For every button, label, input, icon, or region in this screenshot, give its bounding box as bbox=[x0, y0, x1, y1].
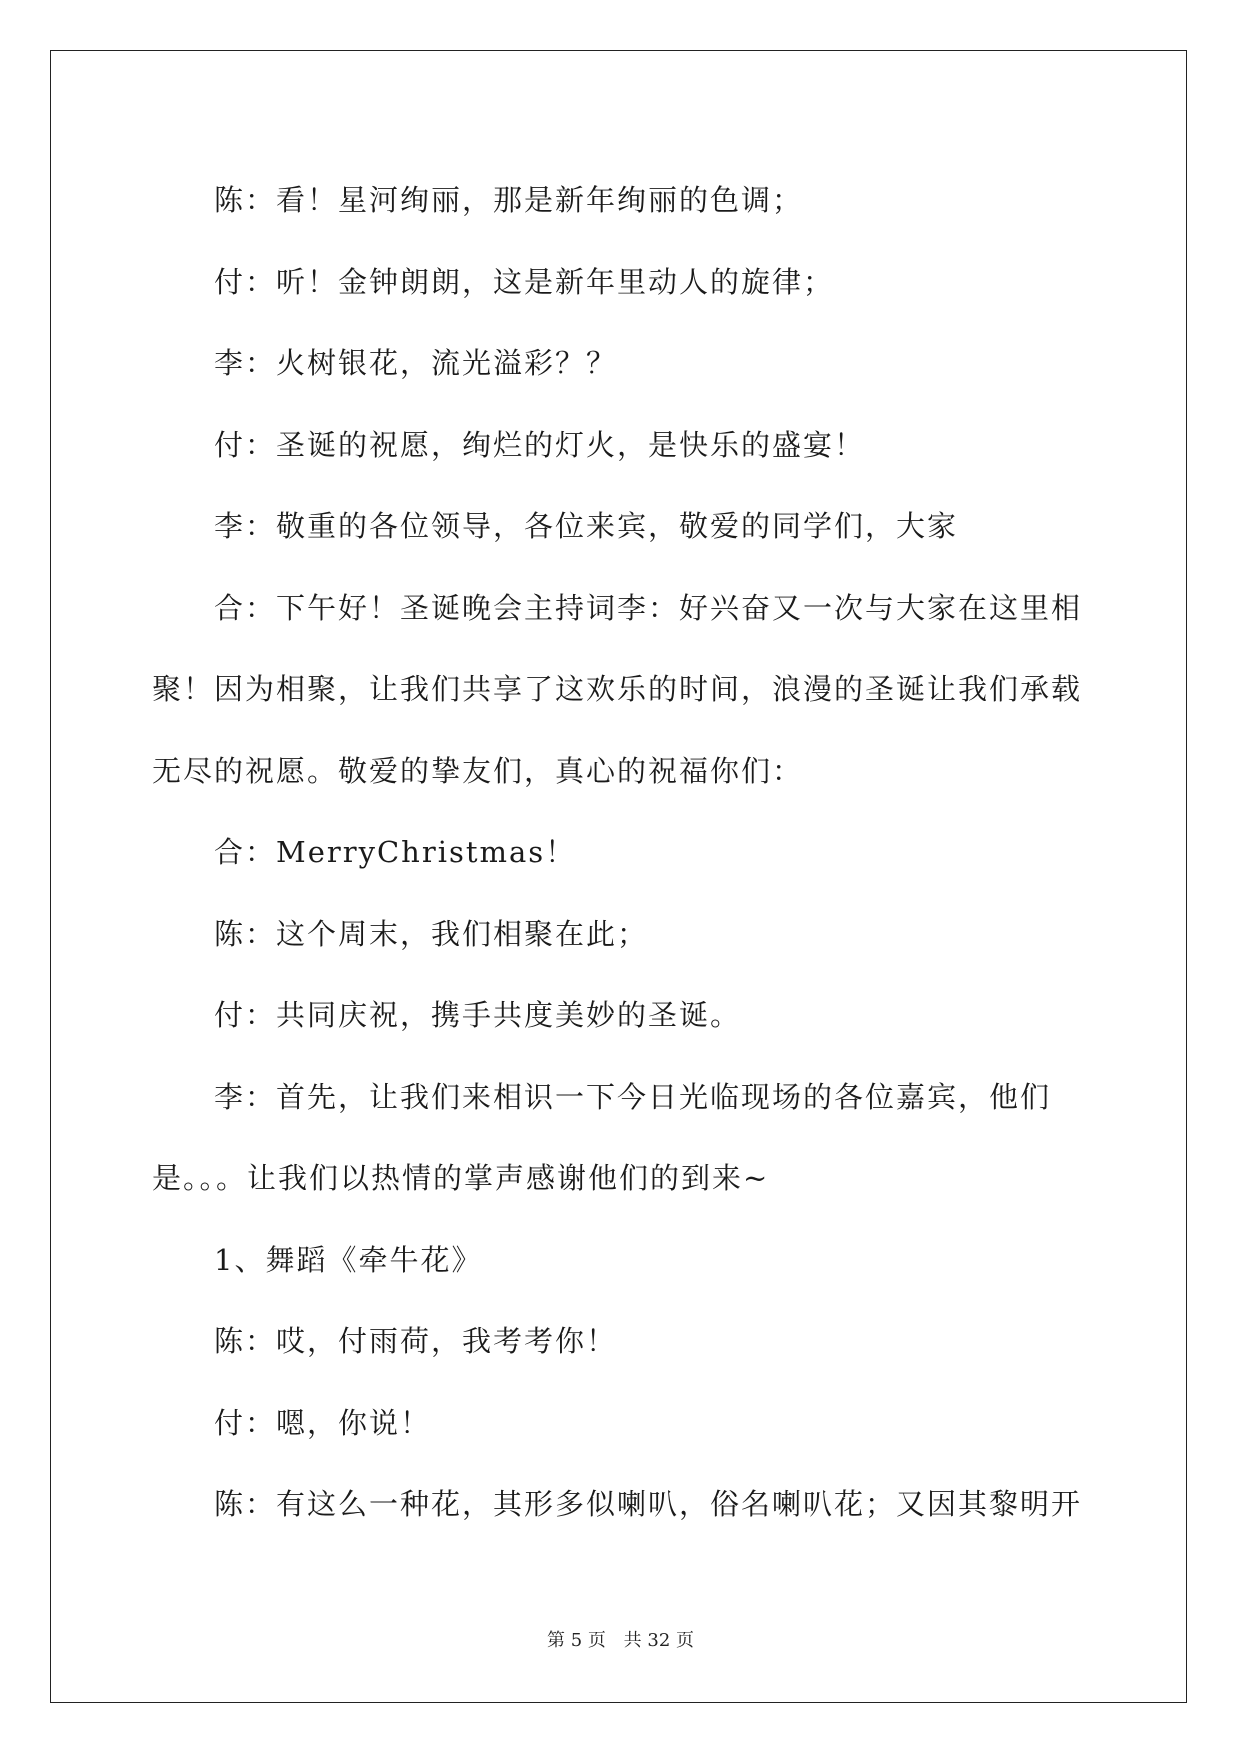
paragraph: 付：圣诞的祝愿，绚烂的灯火，是快乐的盛宴！ bbox=[214, 427, 866, 462]
paragraph: 李：敬重的各位领导，各位来宾，敬爱的同学们，大家 bbox=[214, 509, 959, 543]
paragraph: 合：下午好！圣诞晚会主持词李：好兴奋又一次与大家在这里相聚！因为相聚，让我们共享了这欢乐的时间，浪漫的圣诞让我们承载无尽的祝愿。敬爱的挚友们，真心的祝福你们： bbox=[152, 590, 1083, 788]
page-total: 共 32 页 bbox=[623, 1630, 694, 1651]
paragraph: 付：听！金钟朗朗，这是新年里动人的旋律； bbox=[214, 264, 835, 299]
paragraph: 李：火树银花，流光溢彩？？ bbox=[214, 346, 618, 380]
paragraph: 陈：哎，付雨荷，我考考你！ bbox=[214, 1324, 618, 1358]
paragraph: 陈：看！星河绚丽，那是新年绚丽的色调； bbox=[214, 183, 804, 217]
paragraph: 陈：有这么一种花，其形多似喇叭，俗名喇叭花；又因其黎明开 bbox=[214, 1487, 1083, 1521]
page-number: 第 5 页 bbox=[547, 1630, 606, 1651]
paragraph: 付：共同庆祝，携手共度美妙的圣诞。 bbox=[214, 998, 742, 1032]
paragraph: 1、舞蹈《牵牛花》 bbox=[214, 1242, 483, 1277]
paragraph: 付：嗯，你说！ bbox=[214, 1405, 432, 1440]
page-footer bbox=[0, 1626, 1241, 1652]
document-body bbox=[152, 160, 1087, 1546]
paragraph: 陈：这个周末，我们相聚在此； bbox=[214, 916, 649, 951]
paragraph: 李：首先，让我们来相识一下今日光临现场的各位嘉宾，他们是。。。让我们以热情的掌声感谢他们的到来~ bbox=[152, 1079, 1052, 1195]
paragraph: 合：MerryChristmas！ bbox=[214, 835, 577, 869]
